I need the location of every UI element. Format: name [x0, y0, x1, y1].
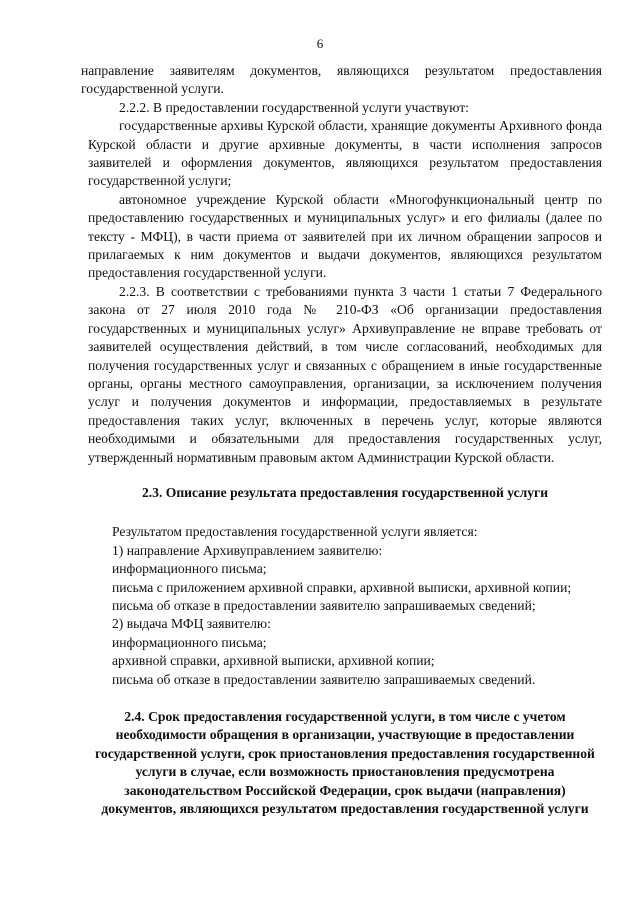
- result-line: архивной справки, архивной выписки, архивной копии;: [112, 653, 435, 669]
- heading-2-4: 2.4. Срок предоставления государственной услуги, в том числе с учетом необходимости обращения в организации, участвующие в предоставлении государственной услуги, срок приостановления предоставления государственной услуги в случае, если возможность приостановления предусмотрена законодательством Российской Федерации, срок выдачи (направления) документов, являющихся результатом предоставления государственной услуги: [95, 709, 595, 817]
- paragraph-state-archives: государственные архивы Курской области, хранящие документы Архивного фонда Курской области и другие архивные документы, в части исполнения запросов заявителей и оформления документов, являющихся результатом предоставления государственной услуги;: [88, 118, 602, 189]
- result-line: письма с приложением архивной справки, архивной выписки, архивной копии;: [112, 579, 572, 595]
- paragraph-2-2-2: 2.2.2. В предоставлении государственной услуги участвуют:: [119, 99, 469, 115]
- paragraph-2-2-3: 2.2.3. В соответствии с требованиями пункта 3 части 1 статьи 7 Федерального закона от 27 июля 2010 года № 210-ФЗ «Об организации предоставления государственных и муниципальных услуг» Архивуправление не вправе требовать от заявителей осуществления действий, в том числе согласований, необходимых для получения государственных услуг и связанных с обращением в иные государственные органы, органы местного самоуправления, организации, за исключением получения услуг и получения документов и информации, предоставляемых в результате предоставления таких услуг, включенных в перечень услуг, которые являются необходимыми и обязательными для предоставления государственных услуг, утвержденный нормативным правовым актом Администрации Курской области.: [88, 283, 602, 465]
- result-line: 1) направление Архивуправлением заявителю:: [112, 542, 383, 558]
- heading-2-3: 2.3. Описание результата предоставления государственной услуги: [141, 484, 549, 500]
- paragraph-mfc: автономное учреждение Курской области «Многофункциональный центр по предоставлению государственных и муниципальных услуг» и его филиалы (далее по тексту - МФЦ), в части приема от заявителей при их личном обращении запросов и прилагаемых к ним документов и выдачи документов, являющихся результатом предоставления государственной услуги.: [88, 191, 602, 281]
- result-line: письма об отказе в предоставлении заявителю запрашиваемых сведений;: [112, 597, 536, 613]
- result-line: Результатом предоставления государственной услуги является:: [112, 524, 478, 540]
- page-number: 6: [316, 36, 324, 51]
- document-body: [81, 62, 602, 818]
- result-line: 2) выдача МФЦ заявителю:: [112, 616, 271, 632]
- result-line: письма об отказе в предоставлении заявителю запрашиваемых сведений.: [112, 671, 536, 687]
- result-line: информационного письма;: [112, 634, 267, 650]
- paragraph-continuation: направление заявителям документов, являющихся результатом предоставления государственной услуги.: [81, 63, 602, 97]
- result-line: информационного письма;: [112, 561, 267, 577]
